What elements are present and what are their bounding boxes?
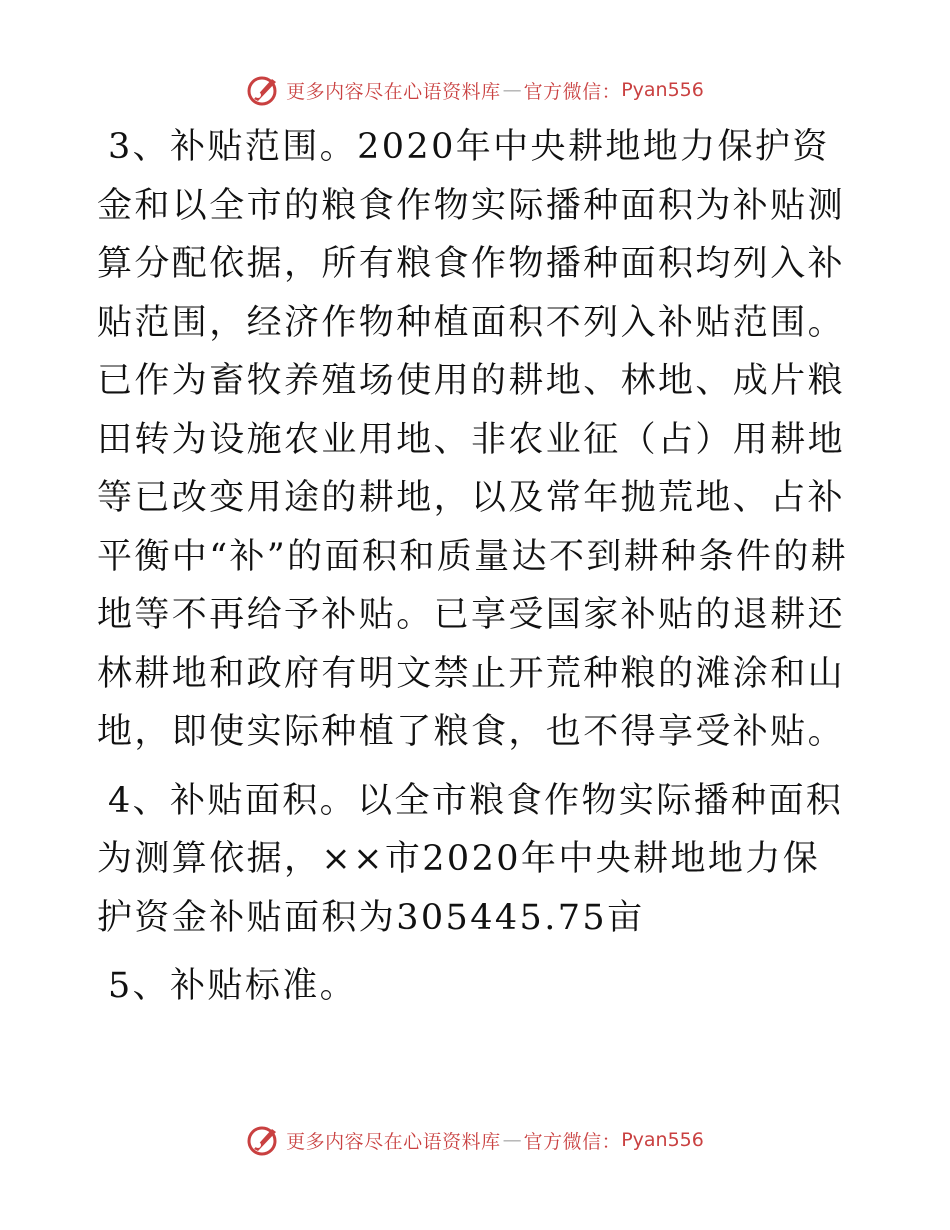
- brush-logo-icon: [246, 73, 280, 107]
- paragraph-subsidy-area: 4、补贴面积。以全市粮食作物实际播种面积为测算依据，××市2020年中央耕地地力保护资金补贴面积为305445.75亩: [97, 780, 844, 938]
- watermark-wechat-label: 官方微信：: [523, 1130, 622, 1153]
- watermark-wechat-id: Pyan556: [621, 1129, 704, 1151]
- brush-logo-icon: [246, 1123, 280, 1157]
- watermark-separator: —: [502, 79, 522, 101]
- watermark-text: 更多内容尽在心语资料库: [286, 80, 501, 103]
- watermark-wechat-id: Pyan556: [621, 79, 704, 101]
- document-body: [97, 118, 857, 1026]
- paragraph-subsidy-scope: 3、补贴范围。2020年中央耕地地力保护资金和以全市的粮食作物实际播种面积为补贴测算分配依据，所有粮食作物播种面积均列入补贴范围，经济作物种植面积不列入补贴范围。已作为畜牧养殖场使用的耕地、林地、成片粮田转为设施农业用地、非农业征（占）用耕地等已改变用途的耕地，以及常年抛荒地、占补平衡中“补”的面积和质量达不到耕种条件的耕地等不再给予补贴。已享受国家补贴的退耕还林耕地和政府有明文禁止开荒种粮的滩涂和山地，即使实际种植了粮食，也不得享受补贴。: [97, 127, 849, 752]
- watermark-separator: —: [502, 1129, 522, 1151]
- watermark-wechat-label: 官方微信：: [523, 80, 622, 103]
- paragraph-subsidy-standard: 5、补贴标准。: [108, 966, 358, 1006]
- watermark-text: 更多内容尽在心语资料库: [286, 1130, 501, 1153]
- watermark-footer: [0, 1120, 950, 1160]
- watermark-header: [0, 70, 950, 110]
